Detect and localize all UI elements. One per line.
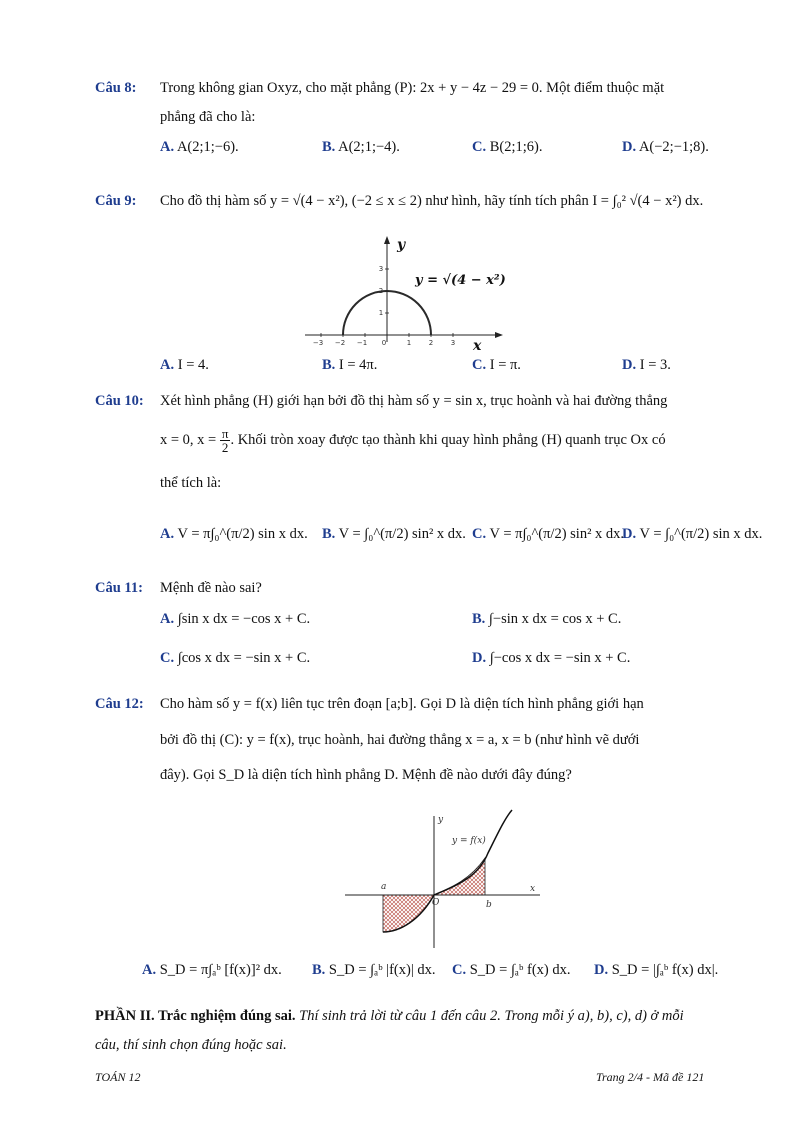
q9-semicircle-graph	[300, 232, 530, 354]
option-label: B.	[322, 526, 336, 542]
x-tick-label: 0	[381, 339, 387, 347]
option-label: C.	[472, 526, 487, 542]
x-tick-label: 2	[428, 339, 434, 347]
q11-option-a[interactable]	[160, 611, 310, 628]
q8-text-line1: Trong không gian Oxyz, cho mặt phẳng (P): 2x + y − 4z − 29 = 0. Một điểm thuộc mặt	[160, 80, 665, 96]
q12-option-d[interactable]	[594, 962, 718, 979]
q8-option-b[interactable]	[322, 139, 400, 156]
footer-subject: TOÁN 12	[95, 1070, 141, 1084]
q11-option-d[interactable]	[472, 650, 630, 667]
b-label: b	[486, 900, 492, 910]
option-label: B.	[472, 611, 486, 627]
option-label: D.	[622, 357, 637, 373]
option-text: ∫−cos x dx = −sin x + C.	[489, 650, 631, 666]
q8-option-c[interactable]	[472, 139, 543, 156]
q11-label: Câu 11:	[95, 580, 143, 596]
q9-label: Câu 9:	[95, 193, 137, 209]
q12-option-b[interactable]	[312, 962, 435, 979]
option-text: I = 4.	[177, 357, 209, 373]
option-label: C.	[160, 650, 175, 666]
part2-subtitle: . Trắc nghiệm đúng sai.	[151, 1008, 296, 1024]
fraction-denominator: 2	[221, 440, 229, 455]
option-label: C.	[452, 962, 467, 978]
q10-text-line2-b: . Khối tròn xoay được tạo thành khi quay hình phẳng (H) quanh trục Ox có	[230, 431, 666, 448]
option-text: S_D = ∫ₐᵇ f(x) dx.	[469, 962, 571, 978]
q10-option-d[interactable]	[622, 526, 762, 543]
q12-text-line1: Cho hàm số y = f(x) liên tục trên đoạn [a;b]. Gọi D là diện tích hình phẳng giới hạn	[160, 696, 644, 712]
q9-text	[160, 193, 703, 210]
option-text: ∫sin x dx = −cos x + C.	[177, 611, 311, 627]
option-label: D.	[622, 139, 637, 155]
q10-label: Câu 10:	[95, 393, 144, 409]
option-label: A.	[142, 962, 157, 978]
q9-option-c[interactable]	[472, 357, 521, 374]
x-tick-label: −2	[334, 339, 346, 347]
option-text: V = ∫₀^(π/2) sin x dx.	[639, 526, 763, 542]
q10-text-line2	[160, 427, 666, 454]
q9-option-a[interactable]	[160, 357, 209, 374]
option-text: S_D = ∫ₐᵇ |f(x)| dx.	[328, 962, 436, 978]
q8-text-line2: phẳng đã cho là:	[160, 109, 256, 125]
part2-heading	[95, 1008, 684, 1025]
option-text: S_D = |∫ₐᵇ f(x) dx|.	[611, 962, 719, 978]
option-label: A.	[160, 526, 175, 542]
part2-instructions-line1: Thí sinh trả lời từ câu 1 đến câu 2. Trong mỗi ý a), b), c), d) ở mỗi	[299, 1008, 684, 1024]
q10-option-a[interactable]	[160, 526, 308, 543]
option-text: B(2;1;6).	[489, 139, 543, 155]
option-label: A.	[160, 357, 175, 373]
q8-option-a[interactable]	[160, 139, 239, 156]
x-tick-label: −3	[312, 339, 324, 347]
footer-page-info: Trang 2/4 - Mã đề 121	[596, 1070, 705, 1084]
option-text: S_D = π∫ₐᵇ [f(x)]² dx.	[159, 962, 282, 978]
q12-option-c[interactable]	[452, 962, 570, 979]
option-label: C.	[472, 139, 487, 155]
option-text: A(2;1;−6).	[176, 139, 239, 155]
q10-option-c[interactable]	[472, 526, 624, 543]
q12-option-a[interactable]	[142, 962, 282, 979]
q11-option-c[interactable]	[160, 650, 310, 667]
option-label: B.	[322, 139, 336, 155]
y-tick-label: 2	[378, 287, 384, 295]
q10-text-line3: thể tích là:	[160, 475, 222, 491]
option-text: ∫−sin x dx = cos x + C.	[488, 611, 622, 627]
x-tick-label: −1	[356, 339, 368, 347]
option-text: V = π∫₀^(π/2) sin x dx.	[177, 526, 308, 542]
q10-option-b[interactable]	[322, 526, 466, 543]
q9-text-a: Cho đồ thị hàm số y = √(4 − x²), (−2 ≤ x ≤ 2) như hình, hãy tính tích phân	[160, 193, 589, 209]
shaded-region-right	[434, 858, 485, 895]
q8-option-d[interactable]	[622, 139, 709, 156]
option-text: I = π.	[489, 357, 521, 373]
x-axis-arrow	[495, 332, 503, 338]
q9-option-b[interactable]	[322, 357, 377, 374]
option-text: ∫cos x dx = −sin x + C.	[177, 650, 311, 666]
option-text: A(−2;−1;8).	[638, 139, 709, 155]
origin-label: O	[432, 898, 440, 908]
y-axis-label: y	[438, 815, 444, 825]
part2-title: PHẦN II	[95, 1008, 151, 1024]
q11-option-b[interactable]	[472, 611, 621, 628]
q12-text-line2: bởi đồ thị (C): y = f(x), trục hoành, hai đường thẳng x = a, x = b (như hình vẽ dưới	[160, 732, 640, 748]
option-text: A(2;1;−4).	[338, 139, 400, 155]
x-tick-label: 1	[406, 339, 412, 347]
option-label: C.	[472, 357, 487, 373]
y-axis-arrow	[384, 236, 390, 244]
x-tick-label: 3	[450, 339, 456, 347]
q11-text: Mệnh đề nào sai?	[160, 580, 262, 596]
fraction-numerator: π	[221, 426, 229, 441]
x-axis-label: x	[473, 338, 482, 354]
option-text: V = ∫₀^(π/2) sin² x dx.	[338, 526, 466, 542]
q10-text-line2-a: x = 0, x =	[160, 431, 217, 448]
y-axis-label: y	[397, 237, 406, 253]
option-text: I = 3.	[639, 357, 671, 373]
a-label: a	[381, 882, 387, 892]
shaded-region-left	[383, 895, 434, 932]
x-axis-label: x	[530, 884, 536, 894]
q12-label: Câu 12:	[95, 696, 144, 712]
part2-instructions-line2: câu, thí sinh chọn đúng hoặc sai.	[95, 1037, 287, 1053]
y-tick-label: 3	[378, 265, 384, 273]
option-label: D.	[594, 962, 609, 978]
q9-option-d[interactable]	[622, 357, 671, 374]
option-label: D.	[472, 650, 487, 666]
option-text: V = π∫₀^(π/2) sin² x dx.	[489, 526, 625, 542]
q12-text-line3: đây). Gọi S_D là diện tích hình phẳng D. Mệnh đề nào dưới đây đúng?	[160, 767, 572, 783]
curve-label: y = f(x)	[452, 836, 486, 846]
option-label: D.	[622, 526, 637, 542]
y-tick-label: 1	[378, 309, 384, 317]
option-label: B.	[322, 357, 336, 373]
q12-area-graph	[340, 808, 550, 950]
option-label: B.	[312, 962, 326, 978]
option-label: A.	[160, 139, 175, 155]
option-text: I = 4π.	[338, 357, 378, 373]
q8-label: Câu 8:	[95, 80, 137, 96]
q9-integral: I = ∫₀² √(4 − x²) dx.	[592, 193, 704, 209]
curve-label: y = √(4 − x²)	[415, 273, 506, 288]
q10-text-line1: Xét hình phẳng (H) giới hạn bởi đồ thị hàm số y = sin x, trục hoành và hai đường thẳng	[160, 393, 668, 409]
pi-over-2-fraction	[220, 427, 231, 454]
option-label: A.	[160, 611, 175, 627]
